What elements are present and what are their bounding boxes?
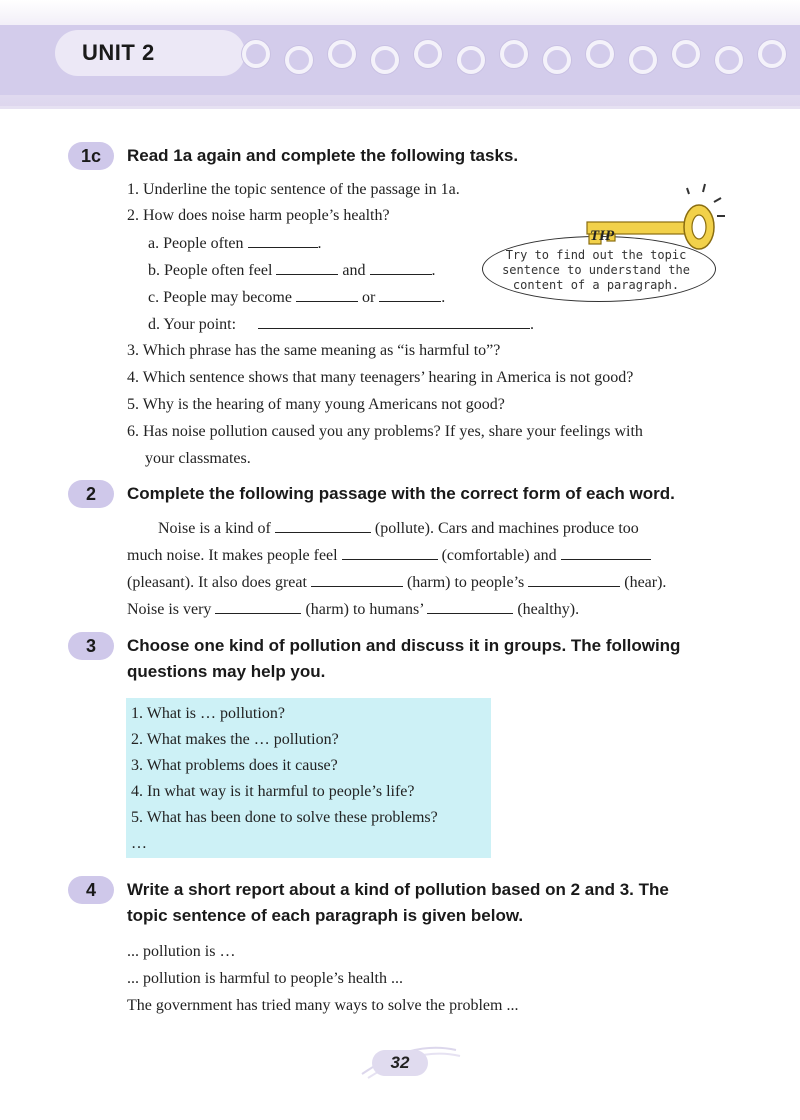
- answer-blank[interactable]: [379, 287, 441, 302]
- ring-icon: [715, 46, 743, 74]
- answer-blank[interactable]: [561, 545, 651, 560]
- discussion-question: 4. In what way is it harmful to people’s life?: [131, 783, 415, 800]
- answer-blank[interactable]: [276, 260, 338, 275]
- section-title-4: [127, 877, 727, 929]
- task-item-6-cont: your classmates.: [145, 450, 251, 467]
- discussion-question: 1. What is … pollution?: [131, 705, 285, 722]
- ring-icon: [285, 46, 313, 74]
- unit-label: UNIT 2: [82, 40, 155, 65]
- discussion-question: 3. What problems does it cause?: [131, 757, 338, 774]
- conjunction-and: and: [342, 262, 366, 279]
- section-title-2: Complete the following passage with the correct form of each word.: [127, 484, 675, 503]
- passage-line-3: [127, 572, 666, 593]
- ring-icon: [500, 40, 528, 68]
- tip-text: Try to find out the topic sentence to understand the content of a paragraph.: [502, 248, 690, 292]
- answer-blank[interactable]: [296, 287, 358, 302]
- section-title-3-line2: questions may help you.: [127, 662, 326, 681]
- task-item-1: 1. Underline the topic sentence of the passage in 1a.: [127, 181, 460, 198]
- task-item-3: 3. Which phrase has the same meaning as “is harmful to”?: [127, 342, 501, 359]
- task-item-2a: a. People often .: [148, 235, 322, 252]
- ring-icon: [457, 46, 485, 74]
- answer-blank[interactable]: [311, 572, 403, 587]
- topic-sentence: ... pollution is harmful to people’s health ...: [127, 970, 403, 987]
- passage-line-4: [127, 599, 579, 620]
- discussion-question: 5. What has been done to solve these problems?: [131, 809, 438, 826]
- ring-icon: [758, 40, 786, 68]
- task-item-6: 6. Has noise pollution caused you any problems? If yes, share your feelings with: [127, 423, 643, 440]
- answer-blank[interactable]: [427, 599, 513, 614]
- answer-blank[interactable]: [342, 545, 438, 560]
- ring-icon: [629, 46, 657, 74]
- task-item-2a-text: a. People often: [148, 235, 244, 252]
- tip-label: TIP: [590, 228, 615, 244]
- task-item-2b: b. People often feel and .: [148, 262, 436, 279]
- task-item-2c: c. People may become or .: [148, 289, 446, 306]
- task-item-2b-text: b. People often feel: [148, 262, 273, 279]
- section-badge-4: 4: [68, 876, 114, 904]
- passage-text: (pollute). Cars and machines produce too: [374, 520, 639, 537]
- passage-text: (pleasant). It also does great: [127, 574, 307, 591]
- topic-sentence: ... pollution is …: [127, 943, 236, 960]
- section-badge-2: 2: [68, 480, 114, 508]
- answer-blank[interactable]: [275, 518, 371, 533]
- discussion-question: 2. What makes the … pollution?: [131, 731, 339, 748]
- section-title-3: [127, 633, 727, 685]
- task-item-2d-text: d. Your point:: [148, 316, 237, 333]
- passage-text: (hear).: [624, 574, 667, 591]
- task-item-4: 4. Which sentence shows that many teenagers’ hearing in America is not good?: [127, 369, 634, 386]
- ring-icon: [242, 40, 270, 68]
- answer-blank[interactable]: [258, 314, 530, 329]
- passage-text: Noise is very: [127, 601, 212, 618]
- ring-icon: [543, 46, 571, 74]
- section-title-1c: Read 1a again and complete the following tasks.: [127, 146, 519, 165]
- header-divider: [0, 106, 800, 109]
- ring-icon: [586, 40, 614, 68]
- task-item-2c-text: c. People may become: [148, 289, 292, 306]
- passage-text: (harm) to people’s: [406, 574, 525, 591]
- passage-text: Noise is a kind of: [158, 520, 271, 537]
- answer-blank[interactable]: [248, 233, 318, 248]
- ring-icon: [672, 40, 700, 68]
- answer-blank[interactable]: [370, 260, 432, 275]
- section-title-3-line1: Choose one kind of pollution and discuss it in groups. The following: [127, 636, 681, 655]
- section-badge-1c: 1c: [68, 142, 114, 170]
- conjunction-or: or: [361, 289, 376, 306]
- task-item-5: 5. Why is the hearing of many young Americans not good?: [127, 396, 505, 413]
- ring-icon: [371, 46, 399, 74]
- passage-text: (healthy).: [517, 601, 580, 618]
- section-title-4-line1: Write a short report about a kind of pollution based on 2 and 3. The: [127, 880, 669, 899]
- answer-blank[interactable]: [215, 599, 301, 614]
- ring-icon: [414, 40, 442, 68]
- section-badge-3: 3: [68, 632, 114, 660]
- answer-blank[interactable]: [528, 572, 620, 587]
- task-item-2d: d. Your point: .: [148, 316, 535, 333]
- passage-text: (comfortable) and: [441, 547, 557, 564]
- topic-sentence: The government has tried many ways to solve the problem ...: [127, 997, 519, 1014]
- passage-text: much noise. It makes people feel: [127, 547, 338, 564]
- page-number: 32: [372, 1050, 428, 1076]
- ring-icon: [328, 40, 356, 68]
- passage-text: (harm) to humans’: [305, 601, 424, 618]
- discussion-question: …: [131, 835, 147, 852]
- decorative-rings: [242, 38, 800, 78]
- passage-line-1: [158, 518, 639, 539]
- passage-line-2: [127, 545, 651, 566]
- section-title-4-line2: topic sentence of each paragraph is given below.: [127, 906, 524, 925]
- task-item-2: 2. How does noise harm people’s health?: [127, 207, 390, 224]
